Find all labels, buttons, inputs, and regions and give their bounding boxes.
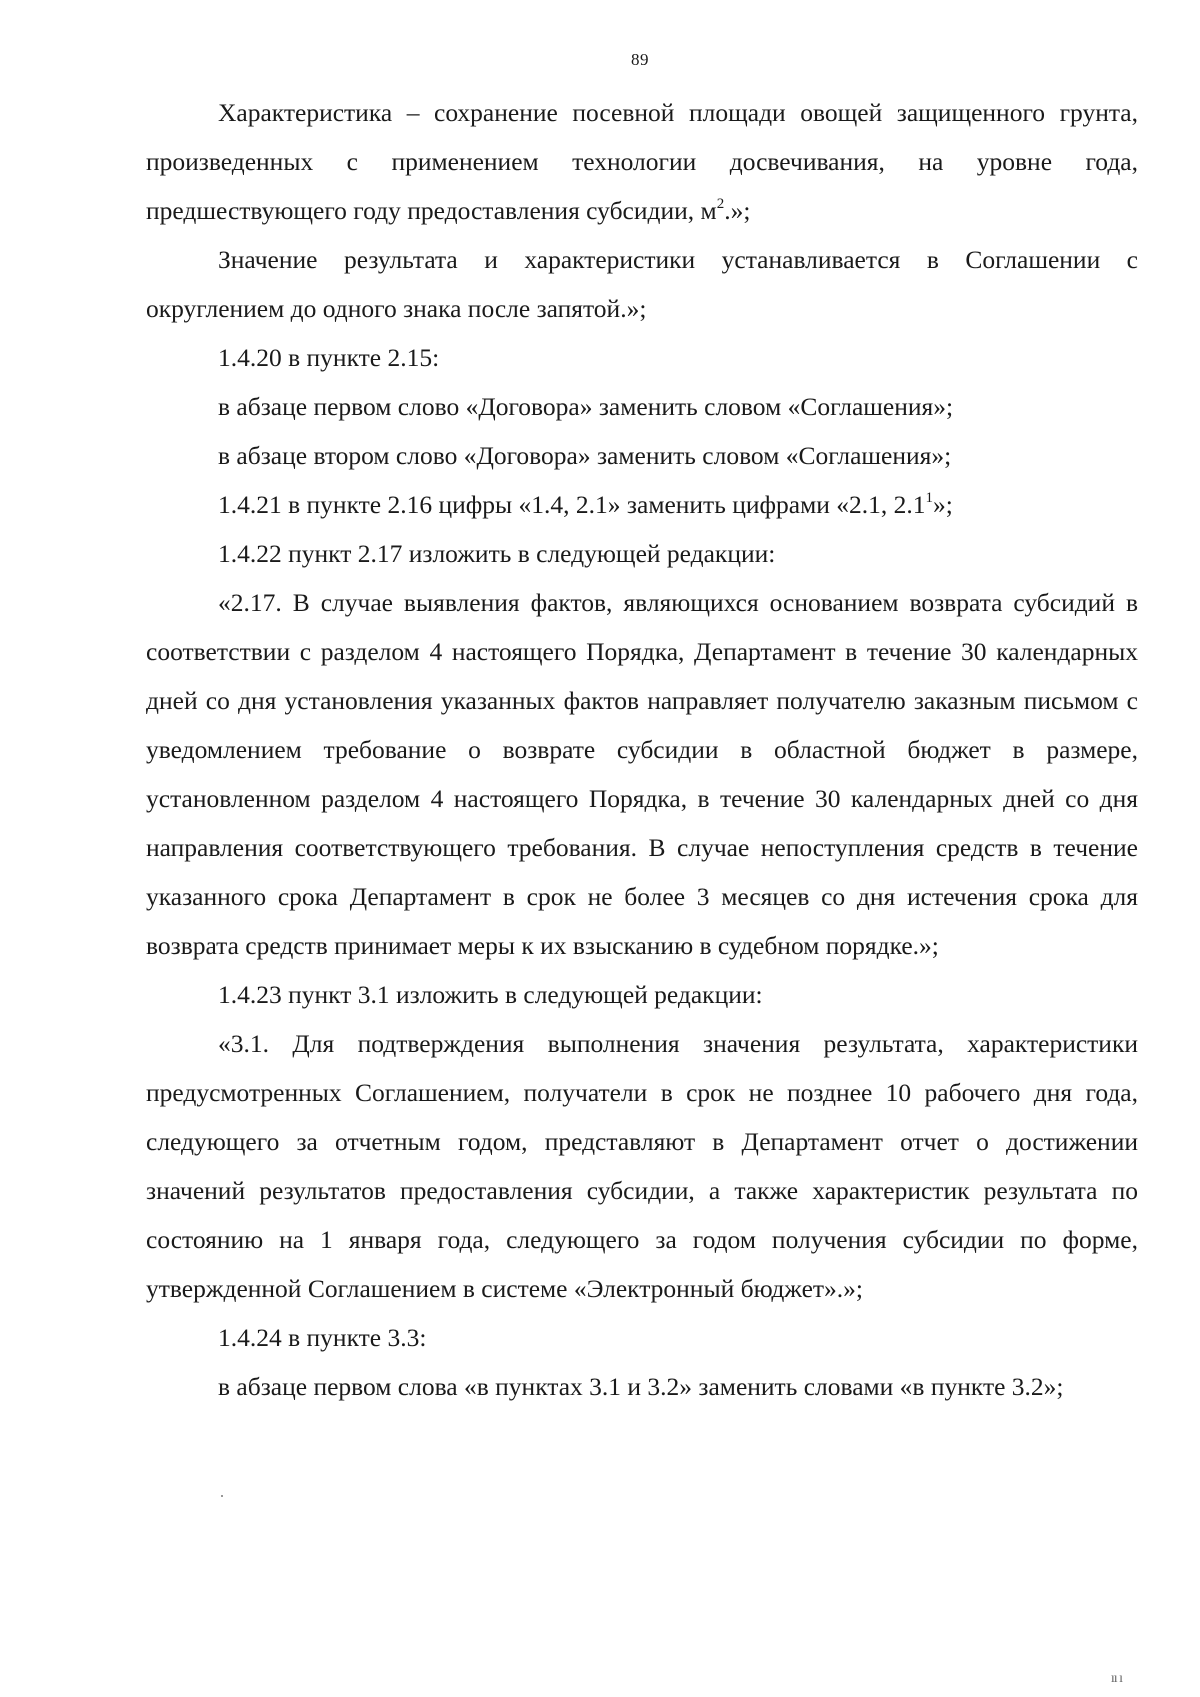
document-body bbox=[146, 88, 1138, 1411]
paragraph-1-4-24: 1.4.24 в пункте 3.3: bbox=[218, 1323, 427, 1352]
paragraph-1-4-21: 1.4.21 в пункте 2.16 цифры «1.4, 2.1» заменить цифрами «2.1, $2.1^1$»; bbox=[218, 490, 953, 519]
paragraph-rounding: Значение результата и характеристики устанавливается в Соглашении с округлением до одного знака после запятой.»; bbox=[146, 245, 1138, 323]
paragraph-2-17: «2.17. В случае выявления фактов, являющихся основанием возврата субсидий в соответствии с разделом 4 настоящего Порядка, Департамент в течение 30 календарных дней со дня установления указанных фактов направляет получателю заказным письмом с уведомлением требование о возврате субсидии в областной бюджет в размере, установленном разделом 4 настоящего Порядка, в течение 30 календарных дней со дня направления соответствующего требования. В случае непоступления средств в течение указанного срока Департамент в срок не более 3 месяцев со дня истечения срока для возврата средств принимает меры к их взысканию в судебном порядке.»; bbox=[146, 588, 1138, 960]
scan-speck bbox=[221, 1495, 223, 1497]
paragraph-1-4-23: 1.4.23 пункт 3.1 изложить в следующей редакции: bbox=[218, 980, 763, 1009]
paragraph-3-1: «3.1. Для подтверждения выполнения значения результата, характеристики предусмотренных Соглашением, получатели в срок не позднее 10 рабочего дня года, следующего за отчетным годом, представляют в Департамент отчет о достижении значений результатов предоставления субсидии, а также характеристик результата по состоянию на 1 января года, следующего за годом получения субсидии по форме, утвержденной Соглашением в системе «Электронный бюджет».»; bbox=[146, 1029, 1138, 1303]
paragraph-3-3-amendment: в абзаце первом слова «в пунктах 3.1 и 3.2» заменить словами «в пункте 3.2»; bbox=[218, 1372, 1064, 1401]
paragraph-characteristic: Характеристика – сохранение посевной площади овощей защищенного грунта, произведенных с применением технологии досвечивания, на уровне года, предшествующего году предоставления субсидии, $м^2$.»; bbox=[146, 98, 1138, 225]
scan-mark: ıı ı bbox=[1108, 1671, 1122, 1686]
superscript-2: 2 bbox=[716, 196, 725, 212]
superscript-1: 1 bbox=[925, 490, 934, 506]
paragraph-1-4-22: 1.4.22 пункт 2.17 изложить в следующей редакции: bbox=[218, 539, 776, 568]
paragraph-second-abzac: в абзаце втором слово «Договора» заменить словом «Соглашения»; bbox=[218, 441, 952, 470]
paragraph-1-4-20: 1.4.20 в пункте 2.15: bbox=[218, 343, 440, 372]
page-number: 89 bbox=[631, 50, 649, 69]
paragraph-first-abzac: в абзаце первом слово «Договора» заменить словом «Соглашения»; bbox=[218, 392, 954, 421]
